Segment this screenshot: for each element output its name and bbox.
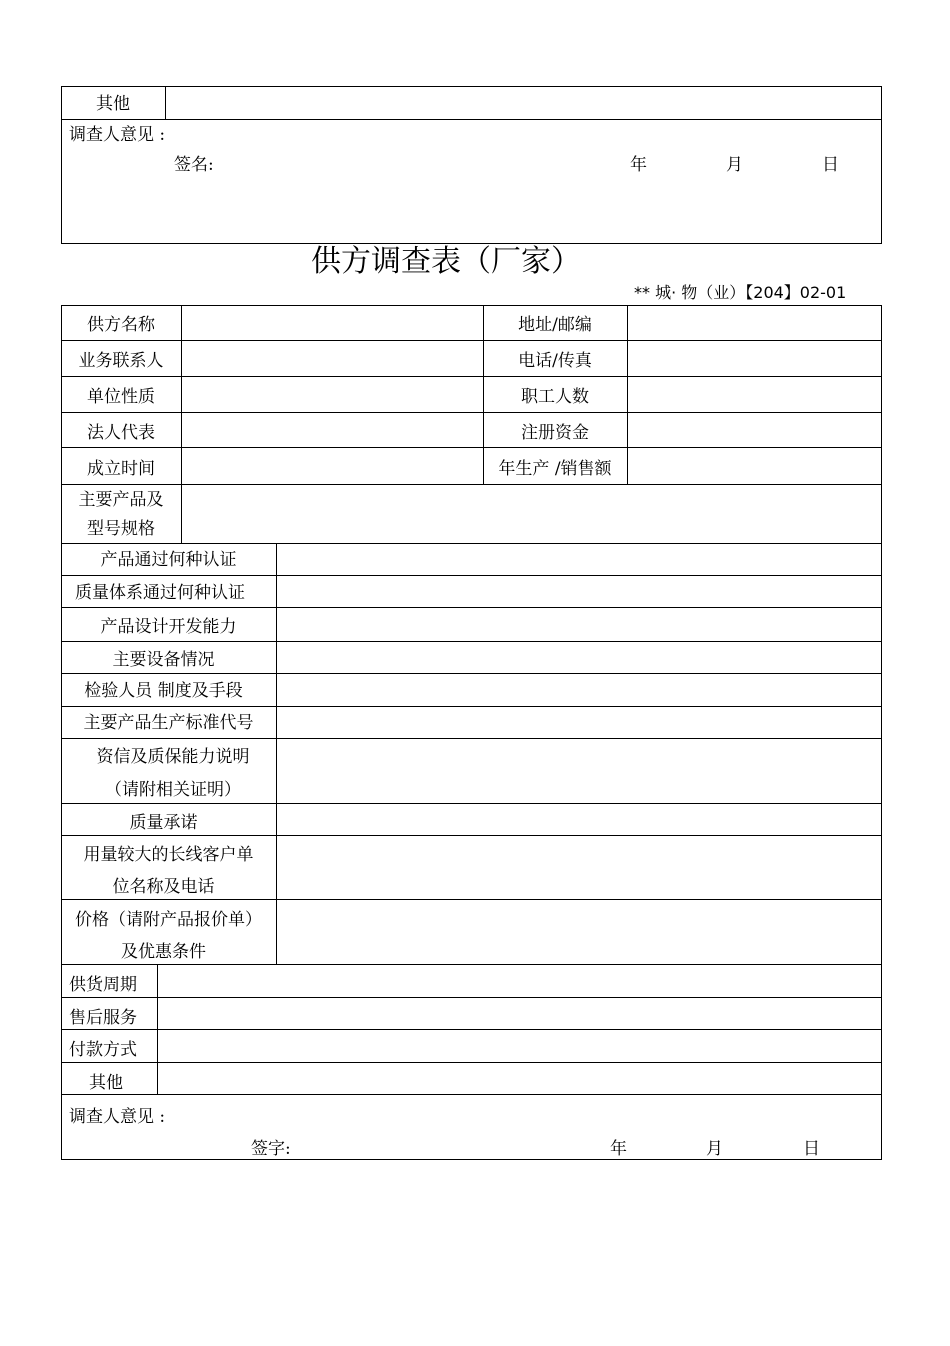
main-equipment-field[interactable] xyxy=(277,642,880,673)
legal-representative-field[interactable] xyxy=(182,413,482,447)
business-contact-label: 业务联系人 xyxy=(78,351,164,371)
staff-count-field[interactable] xyxy=(628,377,880,412)
main-products-label: 主要产品及 xyxy=(78,490,164,510)
top-other-field[interactable] xyxy=(166,87,880,119)
product-certification-label: 产品通过何种认证 xyxy=(100,550,237,570)
annual-sales-label: 年生产 /销售额 xyxy=(498,459,612,479)
staff-count-label: 职工人数 xyxy=(521,387,589,407)
top-other-label: 其他 xyxy=(96,94,130,114)
quality-system-certification-field[interactable] xyxy=(277,576,880,607)
supplier-name-field[interactable] xyxy=(182,306,482,340)
after-sales-field[interactable] xyxy=(158,998,880,1029)
year-label: 年 xyxy=(610,1139,627,1159)
day-label: 日 xyxy=(803,1139,820,1159)
design-development-label: 产品设计开发能力 xyxy=(100,617,237,637)
production-standard-label: 主要产品生产标准代号 xyxy=(83,713,254,733)
design-development-field[interactable] xyxy=(277,608,880,641)
phone-fax-label: 电话/传真 xyxy=(518,351,592,371)
main-products-field[interactable] xyxy=(182,485,880,543)
top-opinion-label: 调查人意见 : xyxy=(69,125,166,145)
main-products-label-line2: 型号规格 xyxy=(87,519,155,539)
product-certification-field[interactable] xyxy=(277,544,880,575)
annual-sales-field[interactable] xyxy=(628,448,880,484)
quality-commitment-field[interactable] xyxy=(277,804,880,835)
supplier-name-label: 供方名称 xyxy=(87,315,155,335)
opinion-label: 调查人意见 : xyxy=(69,1107,166,1127)
credit-quality-label-line2: （请附相关证明） xyxy=(105,780,241,800)
credit-quality-field[interactable] xyxy=(277,739,880,803)
registered-capital-field[interactable] xyxy=(628,413,880,447)
top-day-label: 日 xyxy=(822,155,839,175)
established-date-field[interactable] xyxy=(182,448,482,484)
payment-method-label: 付款方式 xyxy=(69,1040,137,1060)
row-line xyxy=(61,1094,882,1095)
business-contact-field[interactable] xyxy=(182,341,482,376)
other-field[interactable] xyxy=(158,1063,880,1094)
credit-quality-label: 资信及质保能力说明 xyxy=(96,747,250,767)
address-postcode-field[interactable] xyxy=(628,306,880,340)
signature-label: 签字: xyxy=(251,1139,291,1159)
legal-representative-label: 法人代表 xyxy=(87,423,155,443)
quality-system-certification-label: 质量体系通过何种认证 xyxy=(75,583,245,603)
page-title: 供方调查表（厂家） xyxy=(311,244,581,279)
major-clients-field[interactable] xyxy=(277,836,880,899)
registered-capital-label: 注册资金 xyxy=(521,423,589,443)
top-sign-label: 签名: xyxy=(174,155,214,175)
company-nature-label: 单位性质 xyxy=(87,387,155,407)
inspection-staff-label: 检验人员 制度及手段 xyxy=(84,681,243,701)
main-equipment-label: 主要设备情况 xyxy=(112,650,215,670)
major-clients-label-line2: 位名称及电话 xyxy=(112,877,215,897)
top-divider xyxy=(61,119,882,120)
production-standard-field[interactable] xyxy=(277,707,880,738)
supply-cycle-field[interactable] xyxy=(158,965,880,997)
company-nature-field[interactable] xyxy=(182,377,482,412)
address-postcode-label: 地址/邮编 xyxy=(518,315,592,335)
supply-cycle-label: 供货周期 xyxy=(69,975,137,995)
after-sales-label: 售后服务 xyxy=(69,1008,137,1028)
price-label-line2: 及优惠条件 xyxy=(121,942,206,962)
quality-commitment-label: 质量承诺 xyxy=(129,813,198,833)
major-clients-label: 用量较大的长线客户单 xyxy=(83,845,254,865)
document-code: ** 城· 物（业）【204】02-01 xyxy=(634,283,847,302)
price-label: 价格（请附产品报价单） xyxy=(75,910,262,930)
month-label: 月 xyxy=(706,1139,723,1159)
price-field[interactable] xyxy=(277,900,880,964)
phone-fax-field[interactable] xyxy=(628,341,880,376)
other-label: 其他 xyxy=(89,1073,123,1093)
inspection-staff-field[interactable] xyxy=(277,674,880,706)
established-date-label: 成立时间 xyxy=(87,459,155,479)
top-year-label: 年 xyxy=(630,155,647,175)
opinion-field[interactable] xyxy=(62,1128,880,1158)
payment-method-field[interactable] xyxy=(158,1030,880,1062)
top-month-label: 月 xyxy=(726,155,743,175)
